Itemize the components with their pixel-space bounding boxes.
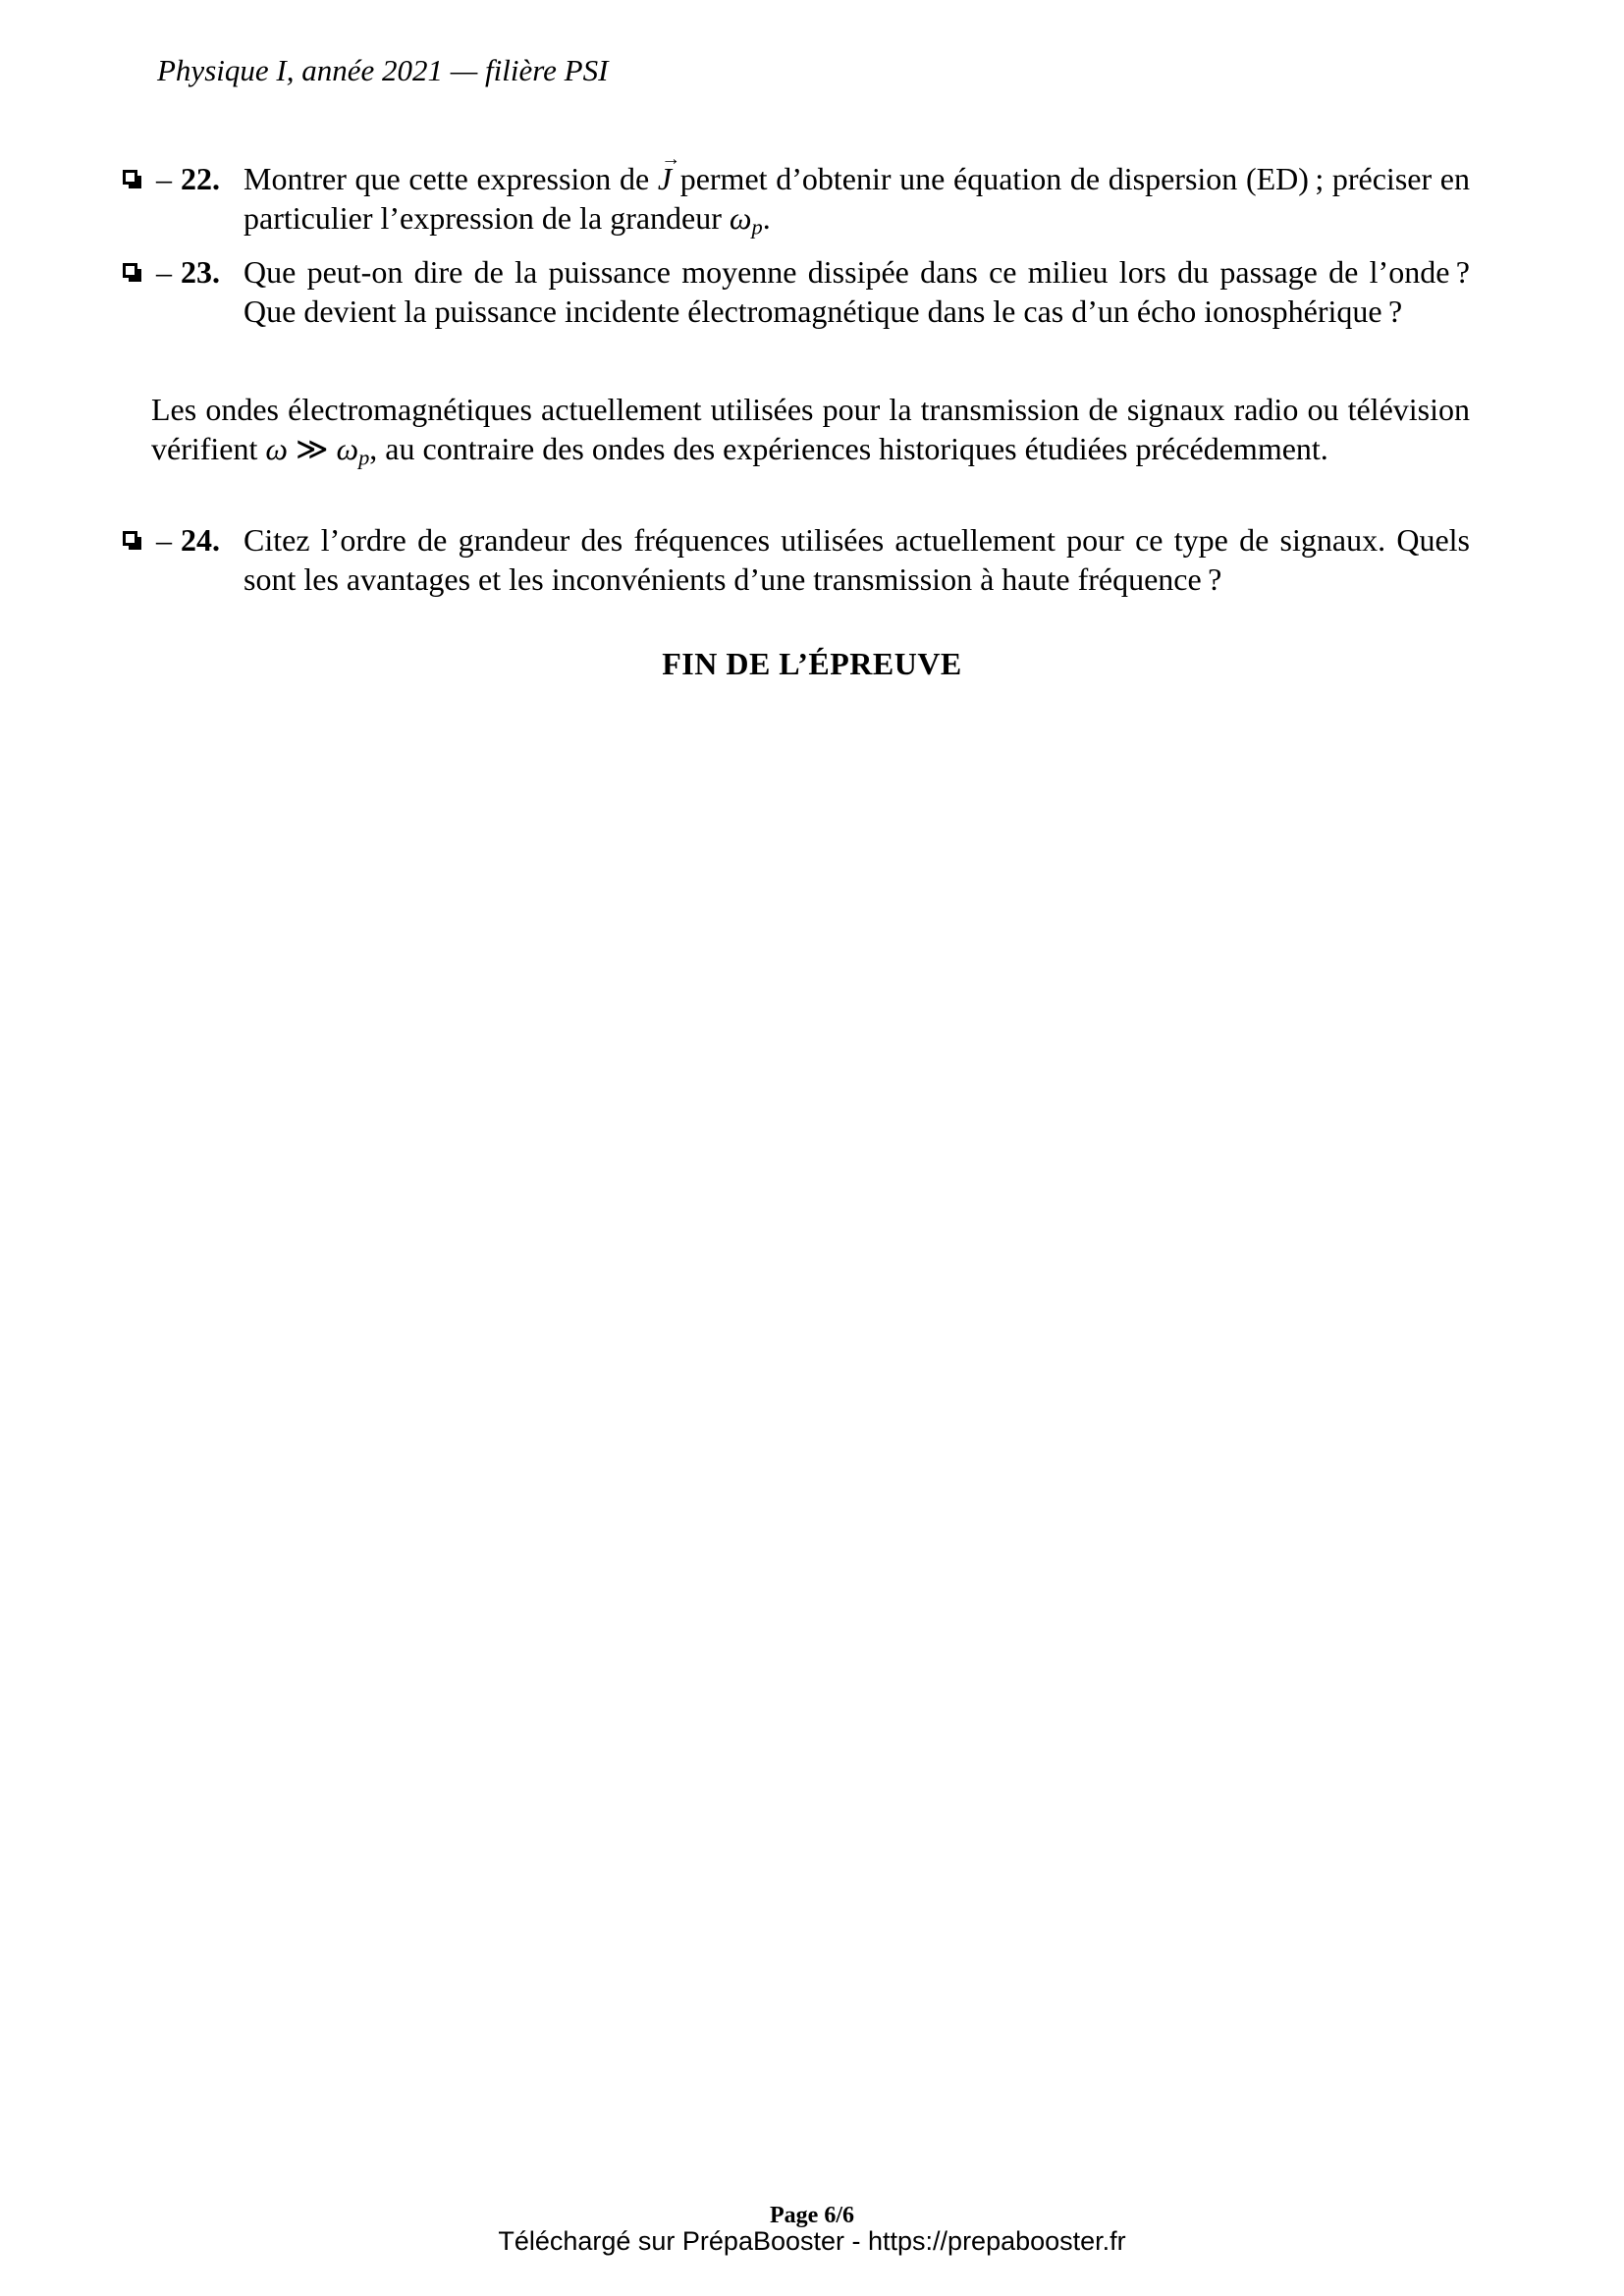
question-23-body: Que peut-on dire de la puissance moyenne dissipée dans ce milieu lors du passage de l’onde ? Que devient la puissance incidente électromagnétique dans le cas d’un écho ionosphérique ? bbox=[244, 254, 1470, 329]
question-24-body: Citez l’ordre de grandeur des fréquences utilisées actuellement pour ce type de signaux. Quels sont les avantages et les inconvénients d’une transmission à haute fréquence ? bbox=[244, 522, 1470, 597]
question-22-seg2: permet d’obtenir une équation de dispersion (ED) ; préciser en particulier l’expression de la grandeur bbox=[244, 161, 1471, 236]
omega-subscript-p: p bbox=[751, 214, 763, 240]
vector-arrow-icon: → bbox=[661, 147, 681, 170]
omega-symbol: ω bbox=[265, 431, 288, 466]
question-23-dash: – bbox=[156, 254, 172, 290]
question-23-number: 23. bbox=[181, 254, 220, 290]
checkbox-icon bbox=[123, 170, 137, 185]
download-credit-line: Téléchargé sur PrépaBooster - https://prepabooster.fr bbox=[498, 2226, 1126, 2256]
omega-symbol: ω bbox=[729, 200, 752, 236]
question-22-number: 22. bbox=[181, 161, 220, 196]
vector-J-symbol bbox=[657, 147, 681, 198]
question-24-text bbox=[244, 520, 1470, 599]
question-23-text bbox=[244, 252, 1470, 331]
question-24 bbox=[123, 520, 1470, 599]
question-24-dash: – bbox=[156, 522, 172, 558]
question-22-seg1: Montrer que cette expression de bbox=[244, 161, 658, 196]
end-of-exam-heading: FIN DE L’ÉPREUVE bbox=[662, 646, 962, 681]
question-22-seg3: . bbox=[762, 200, 771, 236]
omega-subscript-p: p bbox=[358, 445, 370, 470]
question-22-dash: – bbox=[156, 161, 172, 196]
omega-symbol: ω bbox=[336, 431, 359, 466]
question-23 bbox=[123, 252, 1470, 331]
checkbox-icon bbox=[123, 263, 137, 278]
question-22 bbox=[123, 147, 1471, 240]
much-greater-than-symbol: ≫ bbox=[287, 431, 337, 466]
question-24-number: 24. bbox=[181, 522, 220, 558]
intro-paragraph bbox=[151, 390, 1470, 468]
paragraph-seg1: Les ondes électromagnétiques actuellement utilisées pour la transmission de signaux radio ou télévision vérifient bbox=[151, 392, 1470, 466]
question-22-text bbox=[244, 147, 1471, 240]
checkbox-icon bbox=[123, 531, 137, 546]
running-header: Physique I, année 2021 — filière PSI bbox=[157, 53, 609, 87]
paragraph-seg2: , au contraire des ondes des expériences historiques étudiées précédemment. bbox=[369, 431, 1328, 466]
vector-J-letter: J bbox=[657, 161, 673, 196]
page-number: Page 6/6 bbox=[770, 2203, 854, 2228]
